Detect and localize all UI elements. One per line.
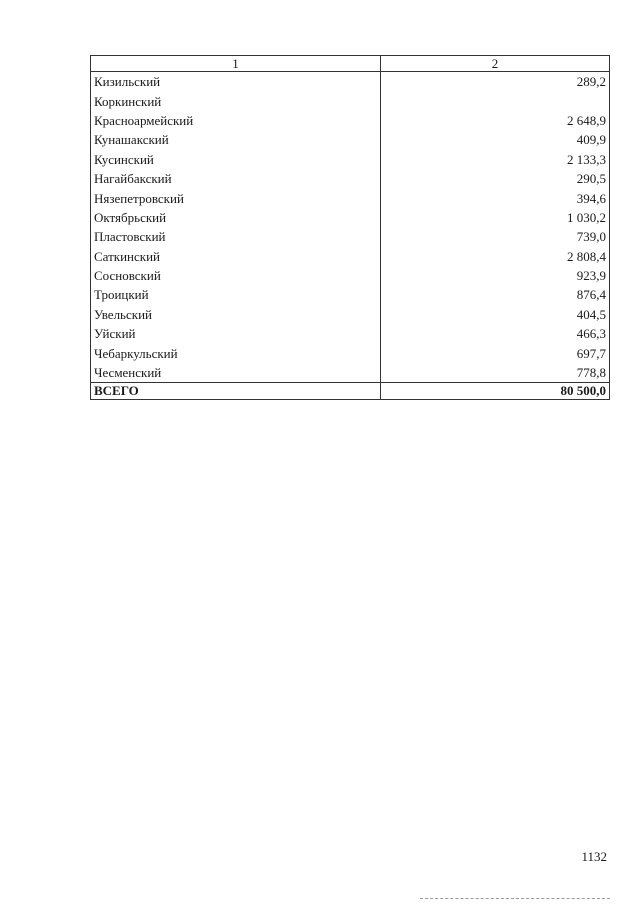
district-value: 290,5 [381, 169, 610, 188]
table-row [91, 247, 610, 266]
district-value: 2 808,4 [381, 247, 610, 266]
column-header-2: 2 [381, 56, 610, 72]
district-value: 289,2 [381, 72, 610, 92]
district-name: Кизильский [91, 72, 381, 92]
table-row [91, 266, 610, 285]
district-name: Красноармейский [91, 111, 381, 130]
district-value: 2 133,3 [381, 150, 610, 169]
district-name: Кунашакский [91, 130, 381, 149]
table-row [91, 343, 610, 362]
table-row [91, 130, 610, 149]
district-value: 739,0 [381, 227, 610, 246]
district-value [381, 91, 610, 110]
table-row [91, 169, 610, 188]
district-table [90, 55, 610, 400]
table-body [91, 72, 610, 400]
footer-divider [420, 898, 610, 899]
table-row [91, 72, 610, 92]
table-row [91, 285, 610, 304]
district-name: Чебаркульский [91, 343, 381, 362]
district-value: 409,9 [381, 130, 610, 149]
table-row [91, 91, 610, 110]
district-name: Сосновский [91, 266, 381, 285]
district-value: 697,7 [381, 343, 610, 362]
header-row [91, 56, 610, 72]
district-value: 1 030,2 [381, 208, 610, 227]
table-row [91, 111, 610, 130]
table-row [91, 208, 610, 227]
district-name: Коркинский [91, 91, 381, 110]
district-value: 876,4 [381, 285, 610, 304]
district-name: Октябрьский [91, 208, 381, 227]
district-value: 394,6 [381, 188, 610, 207]
district-name: Чесменский [91, 363, 381, 383]
table-row [91, 227, 610, 246]
district-name: Уйский [91, 324, 381, 343]
district-name: Нязепетровский [91, 188, 381, 207]
district-value: 2 648,9 [381, 111, 610, 130]
district-name: Нагайбакский [91, 169, 381, 188]
district-value: 923,9 [381, 266, 610, 285]
table-header [91, 56, 610, 72]
table-row [91, 188, 610, 207]
district-name: Саткинский [91, 247, 381, 266]
table-row [91, 150, 610, 169]
district-name: Увельский [91, 305, 381, 324]
table-row [91, 305, 610, 324]
district-name: Троицкий [91, 285, 381, 304]
district-value: 404,5 [381, 305, 610, 324]
total-row [91, 383, 610, 400]
page-number: 1132 [581, 849, 607, 864]
table-row [91, 363, 610, 383]
column-header-1: 1 [91, 56, 381, 72]
district-value: 466,3 [381, 324, 610, 343]
total-value: 80 500,0 [381, 383, 610, 400]
district-name: Пластовский [91, 227, 381, 246]
district-value: 778,8 [381, 363, 610, 383]
table-row [91, 324, 610, 343]
district-name: Кусинский [91, 150, 381, 169]
total-label: ВСЕГО [91, 383, 381, 400]
